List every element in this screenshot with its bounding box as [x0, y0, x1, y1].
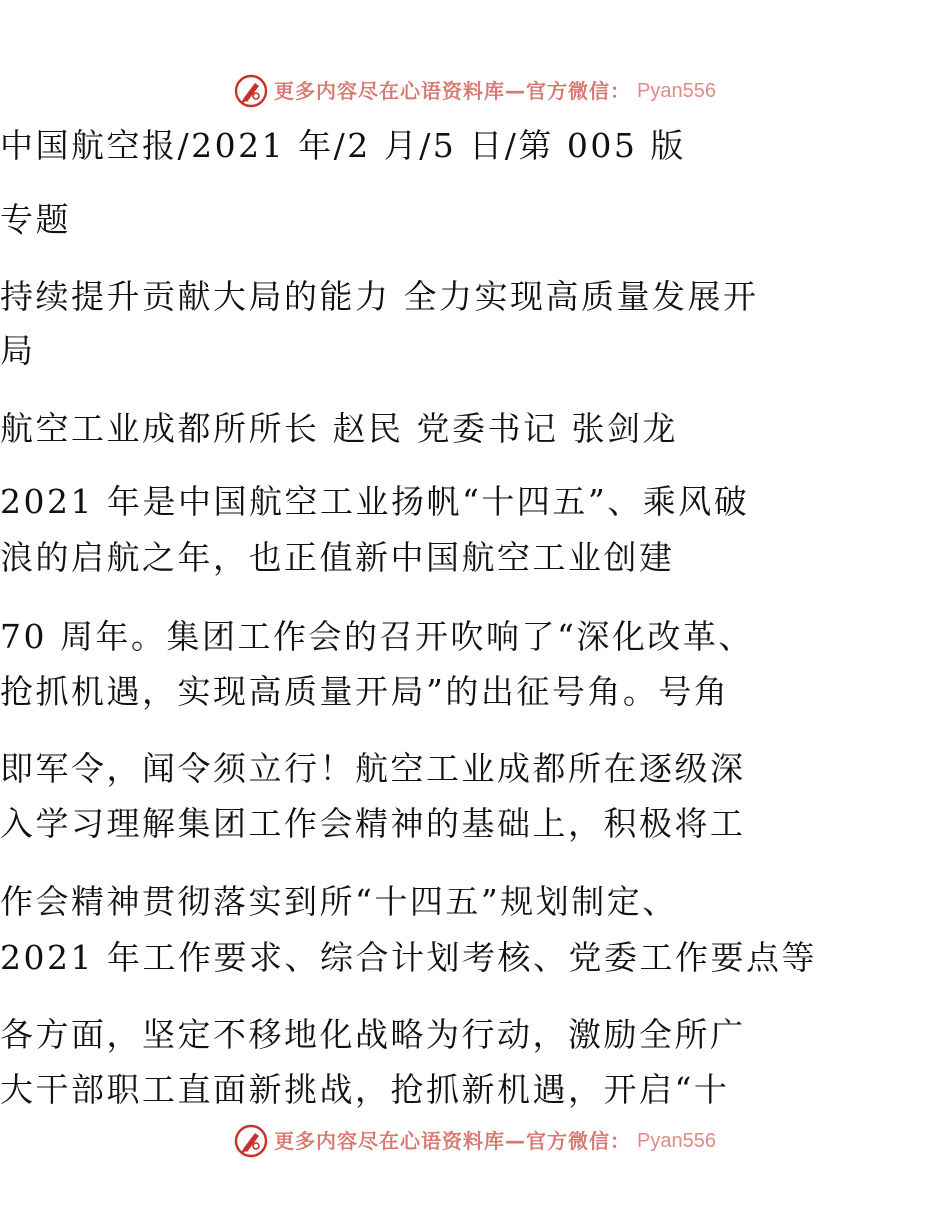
line-body: 70 周年。集团工作会的召开吹响了“深化改革、: [0, 617, 754, 656]
watermark-wechat-id: Pyan556: [637, 1130, 716, 1152]
line-publication-info: 中国航空报/2021 年/2 月/5 日/第 005 版: [0, 126, 686, 165]
watermark-wechat-id: Pyan556: [637, 80, 716, 102]
line-body: 抢抓机遇，实现高质量开局”的出征号角。号角: [0, 672, 730, 711]
line-section: 专题: [0, 200, 71, 239]
line-body: 作会精神贯彻落实到所“十四五”规划制定、: [0, 882, 678, 921]
watermark-header: [0, 74, 950, 108]
line-headline-2: 局: [0, 331, 36, 370]
watermark-text: 更多内容尽在心语资料库—官方微信：: [274, 79, 632, 103]
line-byline: 航空工业成都所所长 赵民 党委书记 张剑龙: [0, 409, 678, 448]
line-body: 入学习理解集团工作会精神的基础上，积极将工: [0, 804, 746, 843]
line-body: 2021 年工作要求、综合计划考核、党委工作要点等: [0, 938, 817, 977]
line-body: 各方面，坚定不移地化战略为行动，激励全所广: [0, 1015, 746, 1054]
pen-logo-icon: [234, 1124, 268, 1158]
watermark-text: 更多内容尽在心语资料库—官方微信：: [274, 1129, 632, 1153]
pen-logo-icon: [234, 74, 268, 108]
line-body: 浪的启航之年，也正值新中国航空工业创建: [0, 538, 675, 577]
line-body: 即军令，闻令须立行！航空工业成都所在逐级深: [0, 749, 746, 788]
watermark-footer: [0, 1124, 950, 1158]
line-body: 2021 年是中国航空工业扬帆“十四五”、乘风破: [0, 482, 750, 521]
line-body: 大干部职工直面新挑战，抢抓新机遇，开启“十: [0, 1070, 730, 1109]
line-headline-1: 持续提升贡献大局的能力 全力实现高质量发展开: [0, 277, 759, 316]
